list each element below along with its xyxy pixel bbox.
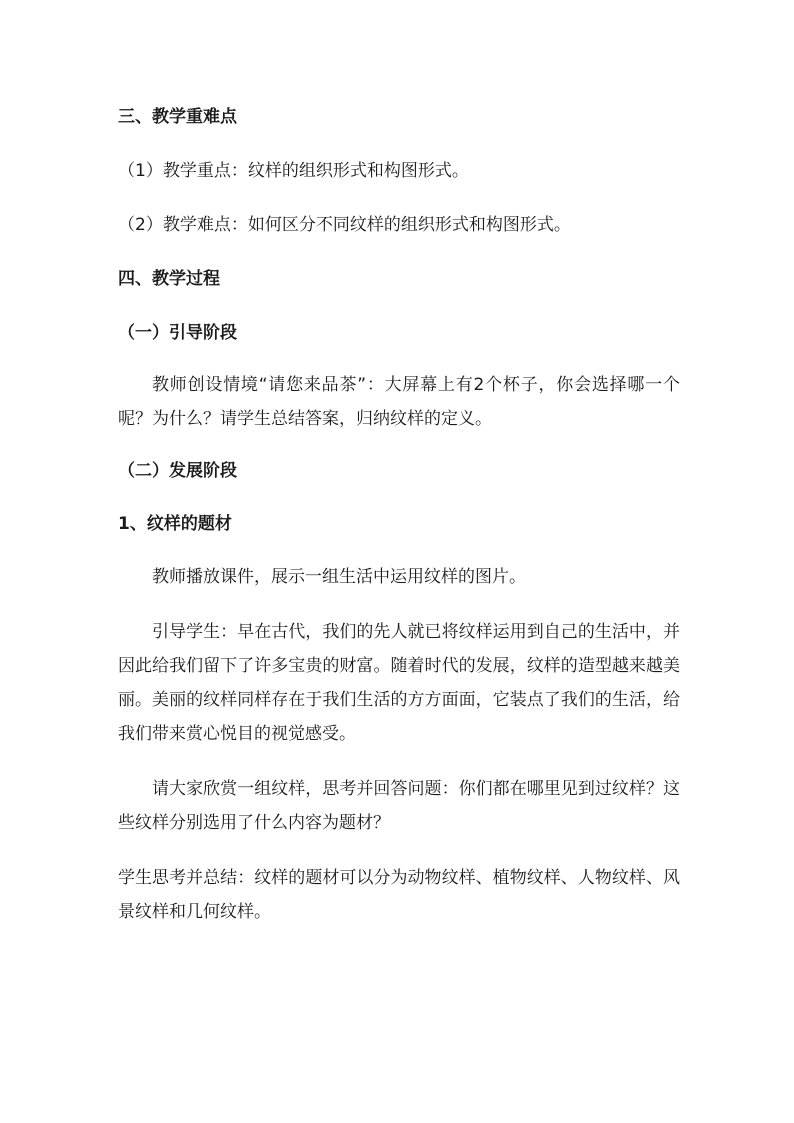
paragraph-student-summary: 学生思考并总结：纹样的题材可以分为动物纹样、植物纹样、人物纹样、风景纹样和几何纹样。 (118, 868, 680, 922)
paragraph-guide-students: 引导学生：早在古代，我们的先人就已将纹样运用到自己的生活中，并因此给我们留下了许多宝贵的财富。随着时代的发展，纹样的造型越来越美丽。美丽的纹样同样存在于我们生活的方方面面，它装点了我们的生活，给我们带来赏心悦目的视觉感受。 (118, 622, 680, 744)
key-point-text: （1）教学重点：纹样的组织形式和构图形式。 (118, 161, 469, 181)
section-heading-teaching-process: 四、教学过程 (118, 269, 220, 289)
guide-stage-paragraph: 教师创设情境“请您来品茶”：大屏幕上有2个杯子，你会选择哪一个呢？为什么？请学生总结答案，归纳纹样的定义。 (118, 375, 680, 429)
paragraph-teacher-plays-slides: 教师播放课件，展示一组生活中运用纹样的图片。 (152, 567, 526, 587)
section-heading-key-points: 三、教学重难点 (118, 107, 237, 127)
document-body (118, 104, 680, 929)
subheading-pattern-themes: 1、纹样的题材 (118, 514, 232, 534)
paragraph-question: 请大家欣赏一组纹样，思考并回答问题：你们都在哪里见到过纹样？这些纹样分别选用了什么内容为题材？ (118, 779, 680, 833)
difficult-point-text: （2）教学难点：如何区分不同纹样的组织形式和构图形式。 (118, 215, 571, 235)
subheading-guide-stage: （一）引导阶段 (118, 323, 237, 343)
subheading-development-stage: （二）发展阶段 (118, 461, 237, 481)
